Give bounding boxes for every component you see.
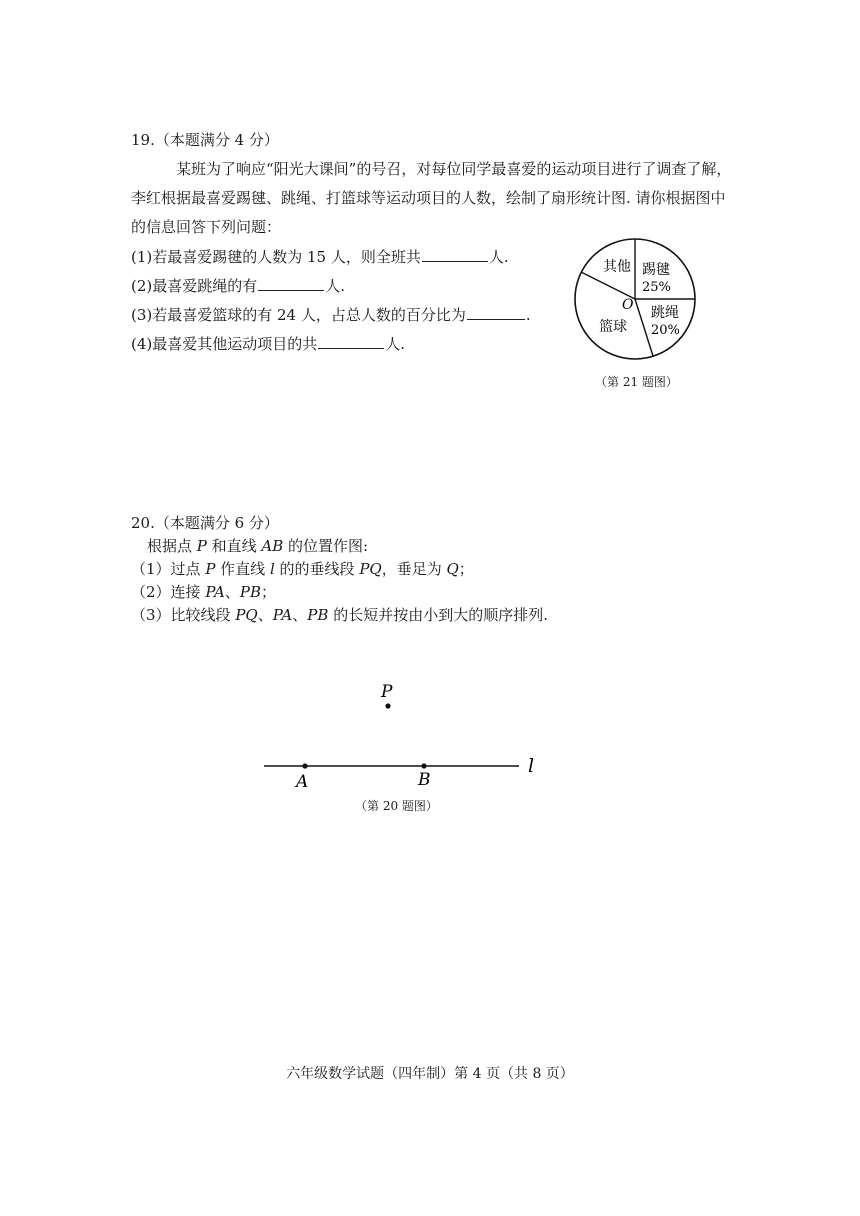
q19-item-3-text: (3)若最喜爱篮球的有 24 人，占总人数的百分比为 [131,306,466,324]
figure-point-b-label: B [418,770,431,790]
q19-item-1-text: (1)若最喜爱踢毽的人数为 15 人，则全班共 [131,248,421,266]
q20-step2-segment-pb: PB [239,583,262,601]
q20-step3-text-c: 、 [292,606,308,624]
figure-point-a-label: A [296,772,309,792]
q19-item-2-text: (2)最喜爱跳绳的有 [131,277,258,295]
q20-intro-line-ab: AB [261,537,284,555]
q20-step-2 [131,581,276,602]
q19-item-2 [131,275,345,296]
q20-intro [147,535,368,556]
pie-slice-label-tiaosheng: 跳绳 [651,305,679,321]
q20-step2-text-a: （2）连接 [131,583,206,601]
pie-slice-percent-tiaosheng: 20% [651,323,680,338]
q20-intro-text-b: 和直线 [206,537,262,555]
figure-line-l-label: l [528,755,535,777]
q19-item-3-suffix: . [525,306,531,324]
q20-step1-text-e: ； [458,560,474,578]
q20-step1-text-c: 的的垂线段 [274,560,360,578]
q20-step1-text-d: ，垂足为 [381,560,447,578]
q20-intro-text-a: 根据点 [147,537,197,555]
q20-step-3 [131,604,548,625]
q19-answer-blank-3[interactable] [467,304,525,320]
q20-step2-text-c: ； [261,583,277,601]
q20-step3-text-d: 的长短并按由小到大的顺序排列. [328,606,548,624]
figure-point-p-label: P [381,682,393,702]
q20-step1-text-a: （1）过点 [131,560,206,578]
q20-step1-segment-pq: PQ [359,560,382,578]
q20-step1-line-l: l [269,560,275,578]
q20-step1-point-q: Q [446,560,459,578]
figure-point-a [302,763,307,768]
q19-item-3 [131,304,531,325]
pie-slice-label-lanqiu: 篮球 [599,319,627,335]
q20-step2-text-b: 、 [224,583,240,601]
q19-item-4-suffix: 人. [385,335,406,353]
pie-slice-percent-tijian: 25% [642,280,671,295]
pie-slice-label-tijian: 踢毽 [642,262,670,278]
q20-step3-segment-pa: PA [272,606,293,624]
q20-step3-text-b: 、 [257,606,273,624]
q20-step-1 [131,558,474,579]
pie-slice-label-qita: 其他 [603,259,631,275]
figure-point-b [421,763,426,768]
q19-figure-caption: （第 21 题图） [595,375,678,389]
q20-step3-segment-pq: PQ [235,606,258,624]
pie-center-label: O [622,297,634,313]
q19-item-4-text: (4)最喜爱其他运动项目的共 [131,335,318,353]
figure-point-p [385,703,390,708]
q19-paragraph-line-1: 某班为了响应“阳光大课间”的号召，对每位同学最喜爱的运动项目进行了调查了解， [176,160,732,178]
q19-title: 19.（本题满分 4 分） [131,131,279,149]
q19-paragraph-line-3: 的信息回答下列问题： [131,218,282,236]
q19-item-4 [131,333,405,354]
q20-step2-segment-pa: PA [205,583,225,601]
q19-item-2-suffix: 人. [325,277,346,295]
q19-answer-blank-4[interactable] [318,333,384,349]
q19-paragraph-line-2: 李红根据最喜爱踢毽、跳绳、打篮球等运动项目的人数，绘制了扇形统计图. 请你根据图中 [131,189,726,207]
q20-geometry-figure [250,675,560,795]
q20-step3-text-a: （3）比较线段 [131,606,236,624]
q19-pie-chart [570,234,700,364]
q19-answer-blank-1[interactable] [422,246,488,262]
page-footer: 六年级数学试题（四年制）第 4 页（共 8 页） [286,1066,574,1082]
q20-step1-text-b: 作直线 [215,560,270,578]
q20-intro-text-c: 的位置作图: [283,537,369,555]
pie-divider-left [581,272,635,299]
q19-answer-blank-2[interactable] [258,275,324,291]
q20-figure-caption: （第 20 题图） [355,799,438,813]
q20-intro-point-p: P [196,537,207,555]
q20-step3-segment-pb: PB [307,606,329,624]
q20-step1-point-p: P [205,560,216,578]
q19-item-1 [131,246,509,267]
q20-title: 20.（本题满分 6 分） [131,514,279,532]
q19-item-1-suffix: 人. [488,248,509,266]
